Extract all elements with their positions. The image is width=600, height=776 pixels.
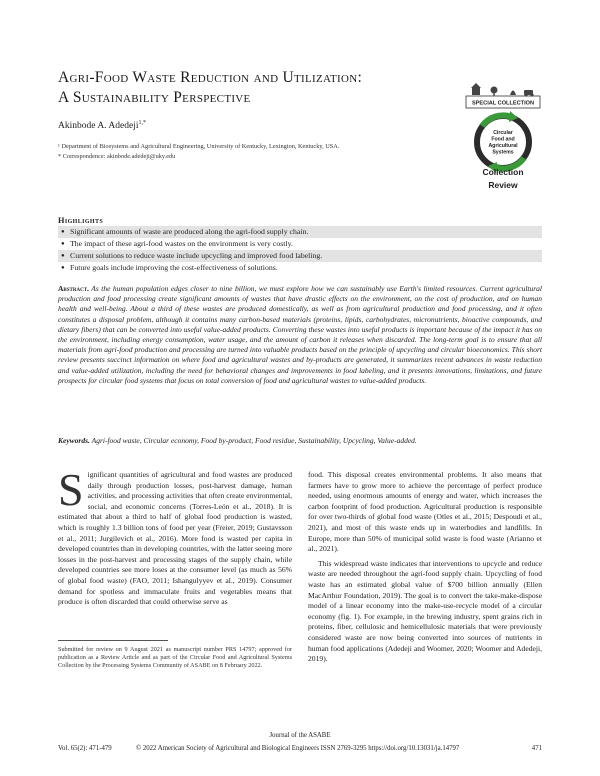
keywords (58, 436, 542, 445)
tractor-wheel-icon (524, 93, 527, 96)
keywords-label: Keywords. (58, 436, 90, 445)
bullet-icon: ● (61, 253, 65, 259)
highlight-item (58, 238, 542, 250)
highlights-heading: Highlights (58, 216, 104, 225)
bullet-icon: ● (61, 229, 65, 235)
title-line-2: A Sustainability Perspective (58, 89, 251, 106)
logo-center-line-1: Circular (493, 130, 513, 136)
logo-center-line-3: Agricultural (488, 143, 518, 149)
highlight-text: Future goals include improving the cost-effectiveness of solutions. (70, 263, 278, 272)
abstract-label: Abstract. (58, 284, 89, 293)
banner-text: SPECIAL COLLECTION (471, 100, 535, 107)
submission-footnote: Submitted for review on 9 August 2021 as manuscript number PRS 14797; approved for publication as a Review Article and as part of the Circular Food and Agricultural Systems Collection by the Processing Systems Community of ASABE on 8 February 2022. (58, 646, 292, 670)
page-number: 471 (531, 745, 542, 752)
green-arrow-top (482, 115, 512, 126)
bullet-icon: ● (61, 241, 65, 247)
highlights-list (58, 226, 542, 274)
highlight-item (58, 262, 542, 274)
leaf-icon (510, 91, 516, 96)
logo-center-line-4: Systems (492, 149, 514, 156)
correspondence-line: * Correspondence: akinbode.adedeji@uky.edu (58, 153, 176, 160)
author-superscript: 1,* (138, 120, 146, 126)
footnote-divider (58, 640, 168, 641)
body-column-left (58, 464, 292, 608)
keywords-text: Agri-food waste, Circular economy, Food by-product, Food residue, Sustainability, Upcycling, Value-added. (91, 436, 417, 445)
collection-line-1: Collection (482, 167, 524, 177)
highlight-text: The impact of these agri-food wastes on the environment is very costly. (70, 239, 293, 248)
barn-roof-icon (471, 83, 481, 88)
abstract-text: As the human population edges closer to nine billion, we must explore how we can sustainably use Earth's limited resources. Current agricultural production and food processing create significant amounts of wastes that have drastic effects on the environment, on the cost of production, and on human health and well-being. About a third of these wastes are produced domestically, as well as from agricultural production and food processing, and it often constitutes a disposal problem, although it contains many carbon-based materials (proteins, lipids, carbohydrates, micronutrients, bioactive compounds, and dietary fibers) that can be converted into useful value-added products. Converting these wastes into useful products is important because of the impact it has on the environment, including energy consumption, water usage, and the amount of carbon it releases when discarded. The long-term goal is to ensure that all materials from agri-food production and processing are turned into valuable products based on the principle of upcycling and circular bioeconomics. This short review presents succinct information on where food and agricultural wastes and by-products are generated, it summarizes recent advances in waste reduction and value-added utilization, including the need for behavioral changes and improvements in food labeling, and it presents innovations, limitations, and future prospects for circular food systems that focus on total conversion of food and agricultural wastes to value-added products. (58, 284, 542, 385)
title-line-1: Agri-Food Waste Reduction and Utilization: (58, 69, 363, 86)
highlight-item (58, 250, 542, 262)
highlight-text: Current solutions to reduce waste include upcycling and improved food labeling. (70, 251, 323, 260)
drop-cap: S (58, 464, 84, 515)
author-name (58, 120, 146, 131)
footer-copyright: © 2022 American Society of Agricultural and Biological Engineers ISSN 2769-3295 https://doi.org/10.13031/ja.14797 (136, 745, 460, 752)
abstract (58, 284, 542, 386)
barn-icon (472, 88, 480, 95)
article-title (58, 68, 458, 108)
bullet-icon: ● (61, 265, 65, 271)
journal-name: Journal of the ASABE (269, 732, 331, 739)
body-paragraph-1: food. This disposal creates environmental problems. It also means that farmers have to grow more to achieve the percentage of perfect produce needed, using enormous amounts of energy and water, which increases the carbon footprint of food production. Agricultural production is responsible for over two-thirds of global food waste (Otles et al., 2015; Despoudi et al., 2021), and most of this waste ends up in waterbodies and landfills. In Europe, more than 50% of municipal solid waste is food waste (Arianno et al., 2021). (308, 470, 542, 554)
logo-center-line-2: Food and (491, 136, 515, 143)
body-text-left: ignificant quantities of agricultural and food wastes are produced daily through production losses, post-harvest damage, human activities, and processing activities that often create environmental, social, and economic concerns (Torres-León et al., 2018). It is estimated that about a third to half of global food production is wasted, which is roughly 1.3 billion tons of food per year (Freier, 2019; Gustavsson et al., 2011; Jurgilevich et al., 2016). More food is wasted per capita in developed countries than in developing countries, with the latter seeing more losses in the post-harvest and processing stages of the supply chain, while developed countries see more loses at the consumer level (as much as 56% of global food waste) (FAO, 2011; Ishangulyyev et al., 2019). Consumer demand for spotless and immaculate fruits and vegetables means that produce is often discarded that could otherwise serve as (58, 470, 292, 607)
body-column-right (308, 470, 542, 669)
highlight-item (58, 226, 542, 238)
collection-line-2: Review (488, 180, 518, 190)
footer-volume: Vol. 65(2): 471-479 (58, 745, 112, 752)
affiliations (58, 142, 339, 162)
affiliation-line-1: ¹ Department of Biosystems and Agricultural Engineering, University of Kentucky, Lexington, Kentucky, USA. (58, 143, 340, 150)
author-text: Akinbode A. Adedeji (58, 121, 139, 132)
farm-icons (471, 83, 534, 97)
collection-label (462, 166, 544, 192)
body-paragraph-2: This widespread waste indicates that interventions to upcycle and reduce waste are needed throughout the agri-food supply chain. Upcycling of food waste has an estimated global value of $700 billion annually (Ellen MacArthur Foundation, 2019). The goal is to convert the take-make-dispose model of a linear economy into the make-use-recycle model of a circular economy (fig. 1). For example, in the brewing industry, spent grains rich in proteins, fiber, cellulosic and hemicellulosic materials that were previously considered waste are now being converted into sources of nutrients in human food applications (Adedeji and Woomer, 2020; Woomer and Adedeji, 2019). (308, 558, 542, 664)
tractor-wheel-icon (530, 93, 533, 96)
tree-trunk-icon (493, 92, 494, 96)
highlight-text: Significant amounts of waste are produced along the agri-food supply chain. (70, 227, 309, 236)
